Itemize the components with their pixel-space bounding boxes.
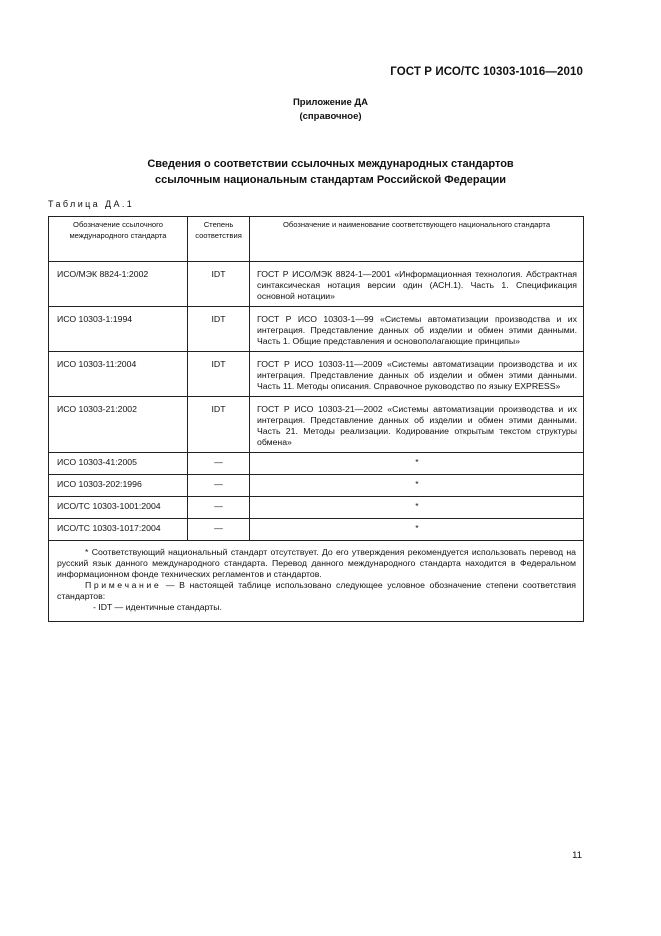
table-row: [49, 397, 584, 453]
cell-national: *: [250, 453, 584, 475]
cell-degree: —: [188, 519, 250, 541]
cell-national: *: [250, 475, 584, 497]
cell-degree: —: [188, 475, 250, 497]
note-item: - IDT — идентичные стандарты.: [93, 602, 222, 612]
table-row: [49, 352, 584, 397]
table-footnote-row: [49, 541, 584, 622]
header-degree: Степень соответствия: [188, 217, 250, 262]
header-international-standard: Обозначение ссылочного международного стандарта: [49, 217, 188, 262]
document-header: ГОСТ Р ИСО/ТС 10303-1016—2010: [390, 66, 583, 78]
cell-national: ГОСТ Р ИСО 10303-11—2009 «Системы автоматизации производства и их интеграция. Представление данных об изделии и обмен этими данными. Часть 11. Методы описания. Справочное руководство по языку EXPRESS»: [250, 352, 584, 397]
appendix-subtitle: (справочное): [299, 111, 362, 122]
footnote-paragraph: [57, 547, 576, 580]
note-text: — В настоящей таблице использовано следующее условное обозначение степени соответствия стандартов:: [57, 580, 576, 601]
table-row: [49, 307, 584, 352]
cell-degree: —: [188, 453, 250, 475]
cell-national: ГОСТ Р ИСО 10303-1—99 «Системы автоматизации производства и их интеграция. Представление данных об изделии и обмен этими данными. Часть 1. Общие представления и основополагающие принципы»: [250, 307, 584, 352]
table-row: [49, 475, 584, 497]
table-row: [49, 262, 584, 307]
footnote-asterisk: *: [85, 547, 89, 557]
cell-degree: —: [188, 497, 250, 519]
header-national-standard: Обозначение и наименование соответствующего национального стандарта: [250, 217, 584, 262]
cell-standard: ИСО/ТС 10303-1017:2004: [49, 519, 188, 541]
cell-degree: IDT: [188, 307, 250, 352]
cell-degree: IDT: [188, 262, 250, 307]
cell-standard: ИСО 10303-202:1996: [49, 475, 188, 497]
cell-degree: IDT: [188, 352, 250, 397]
cell-degree: IDT: [188, 397, 250, 453]
section-title: [0, 156, 661, 188]
cell-standard: ИСО 10303-41:2005: [49, 453, 188, 475]
table-header-row: [49, 217, 584, 262]
cell-standard: ИСО 10303-21:2002: [49, 397, 188, 453]
table-caption: Таблица ДА.1: [48, 199, 135, 209]
cell-standard: ИСО 10303-11:2004: [49, 352, 188, 397]
appendix-title: Приложение ДА: [292, 97, 369, 108]
footnote-text: Соответствующий национальный стандарт отсутствует. До его утверждения рекомендуется использовать перевод на русский язык данного международного стандарта. Перевод данного международного стандарта находится в Федеральном информационном фонде технических регламентов и стандартов.: [57, 547, 576, 579]
table-row: [49, 519, 584, 541]
cell-standard: ИСО/МЭК 8824-1:2002: [49, 262, 188, 307]
table-row: [49, 453, 584, 475]
page-number: 11: [572, 850, 582, 861]
cell-national: ГОСТ Р ИСО/МЭК 8824-1—2001 «Информационная технология. Абстрактная синтаксическая нотация версии один (АСН.1). Часть 1. Спецификация основной нотации»: [250, 262, 584, 307]
table-footnote: [49, 541, 584, 622]
correspondence-table: [48, 216, 584, 622]
table-row: [49, 497, 584, 519]
cell-standard: ИСО/ТС 10303-1001:2004: [49, 497, 188, 519]
cell-national: ГОСТ Р ИСО 10303-21—2002 «Системы автоматизации производства и их интеграция. Представление данных об изделии и обмен этими данными. Часть 21. Методы реализации. Кодирование открытым текстом структуры обмена»: [250, 397, 584, 453]
note-paragraph: [57, 580, 576, 602]
cell-standard: ИСО 10303-1:1994: [49, 307, 188, 352]
section-title-line-1: Сведения о соответствии ссылочных международных стандартов: [147, 158, 514, 170]
section-title-line-2: ссылочным национальным стандартам Российской Федерации: [154, 174, 507, 186]
appendix-heading: [0, 96, 661, 124]
cell-national: *: [250, 497, 584, 519]
cell-national: *: [250, 519, 584, 541]
note-label: Примечание: [85, 580, 162, 590]
